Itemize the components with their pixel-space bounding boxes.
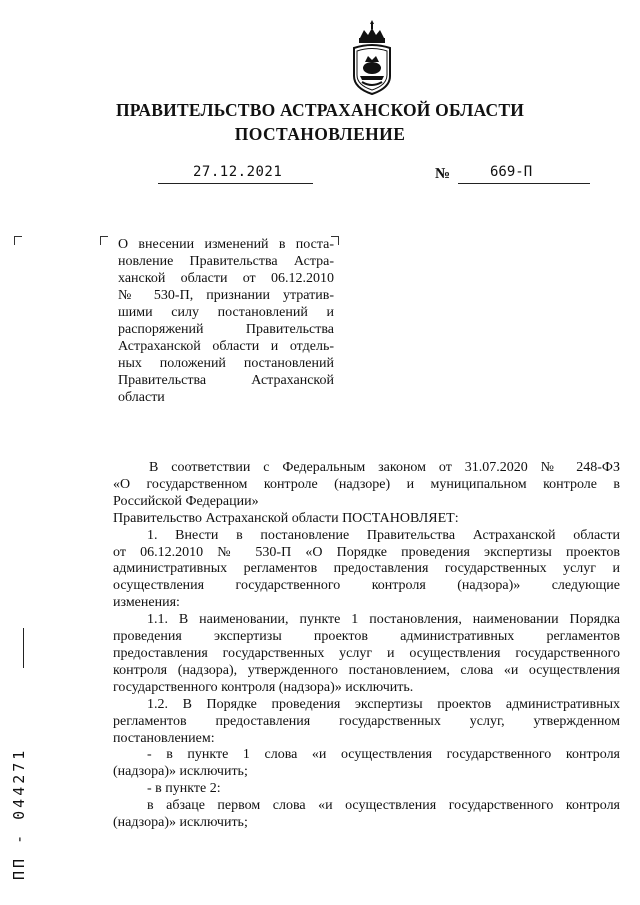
document-subject — [118, 236, 334, 406]
number-sign: № — [435, 166, 451, 182]
subject-line: Астраханской области и отдель- — [118, 339, 334, 354]
subject-line: шими силу постановлений и — [118, 305, 334, 320]
subject-line: № 530-П, признании утратив- — [118, 288, 334, 303]
body-line: - в пункте 2: — [147, 781, 221, 797]
date-underline — [158, 183, 313, 184]
coat-of-arms-icon — [348, 18, 396, 96]
body-line: Российской Федерации» — [113, 493, 259, 509]
corner-mark-subject-left — [100, 236, 108, 245]
body-line: в абзаце первом слова «и осуществления государственного контроля — [147, 798, 620, 814]
body-line: В соответствии с Федеральным законом от 31.07.2020 № 248-ФЗ — [149, 460, 620, 475]
document-number: 669-П — [490, 164, 533, 180]
body-line: - в пункте 1 слова «и осуществления государственного контроля — [147, 747, 620, 763]
body-line: осуществления государственного контроля (надзора)» следующие — [113, 578, 620, 594]
body-line: Правительство Астраханской области ПОСТАНОВЛЯЕТ: — [113, 510, 459, 526]
body-line: регламентов предоставления государственных услуг, утвержденном — [113, 713, 620, 729]
body-line: 1.1. В наименовании, пункте 1 постановления, наименовании Порядка — [147, 612, 620, 628]
body-line: «О государственном контроле (надзоре) и муниципальном контроле в — [113, 476, 620, 492]
corner-mark-left — [14, 236, 22, 245]
body-line: (надзора)» исключить; — [113, 764, 248, 780]
subject-line: Правительства Астраханской — [118, 373, 334, 388]
body-line: изменения: — [113, 595, 180, 611]
document-body — [113, 460, 620, 832]
subject-line: О внесении изменений в поста- — [118, 237, 334, 252]
body-line: 1.2. В Порядке проведения экспертизы проектов административных — [147, 696, 620, 712]
body-line: 1. Внести в постановление Правительства Астраханской области — [147, 527, 620, 543]
body-line: контроля (надзора), утвержденного постановлением, слова «и осуществления — [113, 662, 620, 678]
body-line: постановлением: — [113, 730, 215, 746]
body-line: (надзора)» исключить; — [113, 815, 248, 831]
body-line: предоставления государственных услуг и осуществления государственного — [113, 645, 620, 661]
organization-title: ПРАВИТЕЛЬСТВО АСТРАХАНСКОЙ ОБЛАСТИ — [115, 100, 525, 120]
body-line: проведения экспертизы проектов административных регламентов — [113, 629, 620, 645]
subject-line: новление Правительства Астра- — [118, 254, 334, 269]
body-line: от 06.12.2010 № 530-П «О Порядке проведения экспертизы проектов — [113, 544, 620, 560]
number-underline — [458, 183, 590, 184]
document-type: ПОСТАНОВЛЕНИЕ — [234, 124, 406, 144]
document-date: 27.12.2021 — [193, 164, 283, 180]
body-line: государственного контроля (надзора)» исключить. — [113, 679, 414, 695]
subject-line: ных положений постановлений — [118, 356, 334, 371]
margin-rule — [23, 628, 24, 668]
subject-line: области — [118, 390, 165, 405]
body-line: административных регламентов предоставления государственных услуг и — [113, 561, 620, 577]
form-serial-number: ПП - 044271 — [10, 747, 28, 880]
subject-line: ханской области от 06.12.2010 — [118, 271, 334, 286]
subject-line: распоряжений Правительства — [118, 322, 334, 337]
